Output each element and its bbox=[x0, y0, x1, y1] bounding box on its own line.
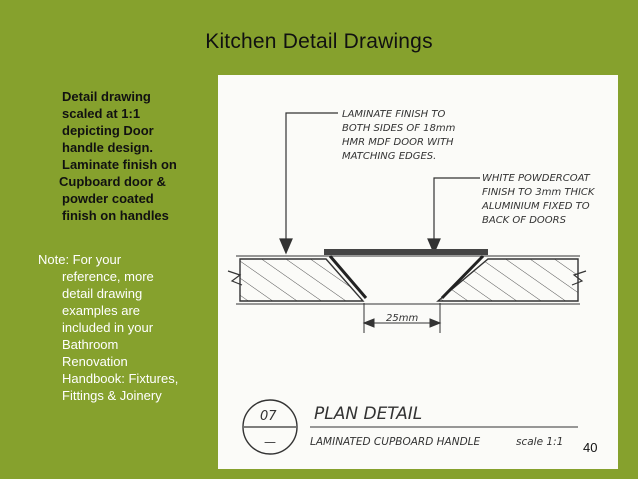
leader-line-laminate bbox=[280, 113, 338, 253]
detail-subtitle: LAMINATED CUPBOARD HANDLE bbox=[310, 436, 481, 448]
svg-text:LAMINATE FINISH TO: LAMINATE FINISH TO bbox=[342, 109, 446, 120]
detail-title: PLAN DETAIL bbox=[314, 404, 423, 424]
description-line: Detail drawing bbox=[62, 89, 151, 104]
description-line: powder coated bbox=[62, 191, 154, 206]
svg-text:FINISH TO 3mm THICK: FINISH TO 3mm THICK bbox=[482, 187, 595, 198]
note-line: examples are bbox=[62, 303, 141, 318]
detail-scale: scale 1:1 bbox=[516, 436, 564, 448]
note-line: Bathroom bbox=[62, 337, 119, 352]
description-line: depicting Door bbox=[62, 123, 154, 138]
slide-title: Kitchen Detail Drawings bbox=[205, 30, 433, 53]
note-line: reference, more bbox=[62, 269, 154, 284]
detail-sheet: — bbox=[264, 435, 276, 449]
note-line: Handbook: Fixtures, bbox=[62, 371, 179, 386]
svg-text:BACK OF DOORS: BACK OF DOORS bbox=[482, 215, 566, 226]
detail-number: 07 bbox=[260, 409, 277, 424]
description-line: finish on handles bbox=[62, 208, 169, 223]
dimension-label: 25mm bbox=[386, 313, 419, 324]
description-line: scaled at 1:1 bbox=[62, 106, 141, 121]
note-line: Note: For your bbox=[38, 252, 122, 267]
drawing-canvas bbox=[218, 75, 618, 469]
note-text bbox=[38, 251, 213, 404]
svg-text:ALUMINIUM FIXED TO: ALUMINIUM FIXED TO bbox=[482, 201, 590, 212]
note-line: included in your bbox=[62, 320, 154, 335]
detail-title-block bbox=[243, 400, 578, 454]
annotation-powdercoat bbox=[481, 173, 596, 226]
svg-text:MATCHING EDGES.: MATCHING EDGES. bbox=[342, 151, 437, 162]
page-number: 40 bbox=[583, 440, 598, 455]
description-text bbox=[59, 88, 212, 224]
description-line: Laminate finish on bbox=[62, 157, 177, 172]
plan-detail-drawing bbox=[218, 75, 618, 469]
svg-text:BOTH SIDES OF 18mm: BOTH SIDES OF 18mm bbox=[342, 123, 456, 134]
note-line: detail drawing bbox=[62, 286, 143, 301]
description-line: Cupboard door & bbox=[59, 174, 166, 189]
svg-text:WHITE POWDERCOAT: WHITE POWDERCOAT bbox=[482, 173, 590, 184]
note-line: Renovation bbox=[62, 354, 128, 369]
description-line: handle design. bbox=[62, 140, 154, 155]
leader-line-powdercoat bbox=[428, 178, 480, 253]
annotation-laminate bbox=[342, 109, 456, 162]
note-line: Fittings & Joinery bbox=[62, 388, 162, 403]
aluminium-handle-strip bbox=[324, 249, 488, 255]
svg-text:HMR MDF DOOR WITH: HMR MDF DOOR WITH bbox=[342, 137, 454, 148]
door-panel-left bbox=[240, 259, 363, 301]
